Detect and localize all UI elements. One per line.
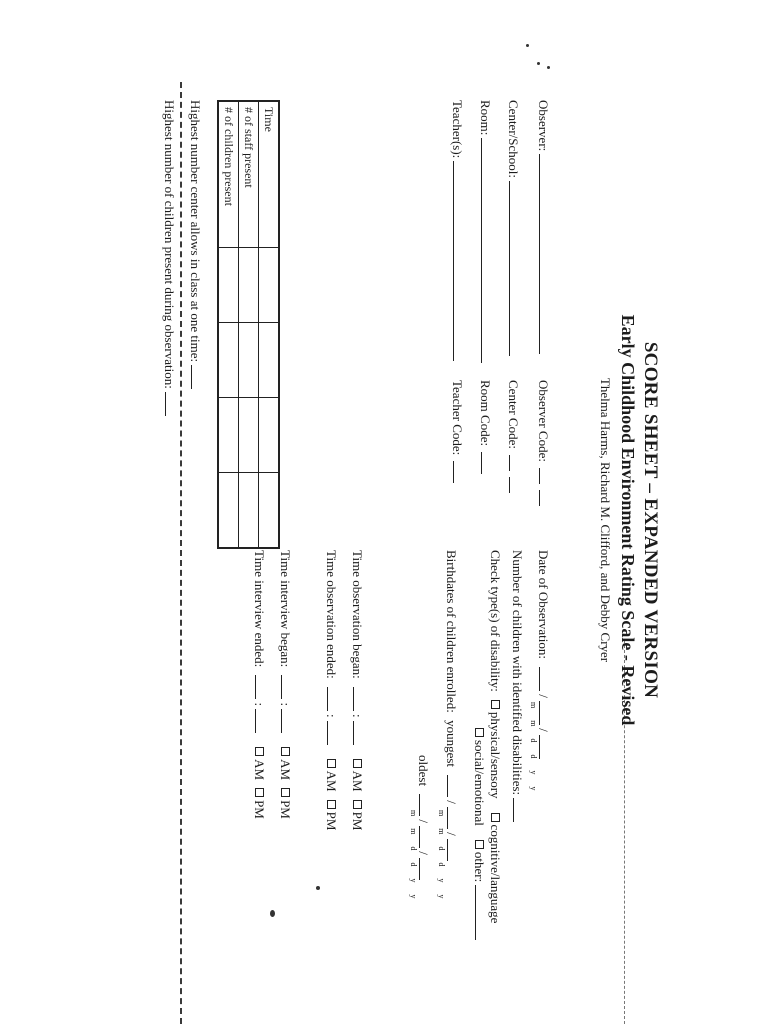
observer-field[interactable] bbox=[539, 154, 550, 354]
disabilities-count-label: Number of children with identified disabilities: bbox=[510, 550, 525, 796]
center-code-label: Center Code: bbox=[506, 380, 521, 449]
table-cell[interactable] bbox=[239, 473, 259, 549]
pm-label: PM bbox=[324, 811, 339, 831]
am-label: AM bbox=[350, 770, 365, 792]
table-cell[interactable] bbox=[239, 248, 259, 323]
room-code-label: Room Code: bbox=[478, 380, 493, 447]
center-school-label: Center/School: bbox=[506, 100, 521, 178]
table-cell[interactable] bbox=[218, 398, 239, 473]
checkbox-obs-ended-pm[interactable] bbox=[327, 800, 336, 809]
table-cell[interactable] bbox=[218, 323, 239, 398]
youngest-month-field[interactable] bbox=[447, 775, 458, 797]
teacher-code-field[interactable] bbox=[453, 461, 464, 483]
checkbox-int-began-am[interactable] bbox=[281, 747, 290, 756]
oldest-year-field[interactable] bbox=[419, 858, 430, 880]
checkbox-obs-began-pm[interactable] bbox=[353, 800, 362, 809]
time-int-began-minute[interactable] bbox=[281, 709, 292, 733]
date-row: Date of Observation: / / bbox=[536, 550, 550, 759]
oldest-month-field[interactable] bbox=[419, 794, 430, 816]
checkbox-cognitive-language[interactable] bbox=[491, 813, 500, 822]
table-cell[interactable] bbox=[259, 473, 280, 549]
table-cell[interactable] bbox=[259, 398, 280, 473]
staff-children-table bbox=[217, 100, 280, 549]
checkbox-social-emotional[interactable] bbox=[475, 728, 484, 737]
am-label: AM bbox=[278, 759, 293, 781]
teacher-code-row bbox=[450, 380, 464, 483]
room-row bbox=[478, 100, 492, 363]
table-row bbox=[239, 101, 259, 548]
date-label: Date of Observation: bbox=[536, 550, 551, 660]
time-int-began-row: Time interview began: :AMPM bbox=[278, 550, 293, 819]
capacity-present-field[interactable] bbox=[165, 392, 176, 416]
time-obs-began-minute[interactable] bbox=[353, 721, 364, 745]
table-row bbox=[218, 101, 239, 548]
observer-row bbox=[536, 100, 550, 354]
date-month-field[interactable] bbox=[539, 667, 550, 691]
room-field[interactable] bbox=[481, 138, 492, 363]
disability-type-label: Check type(s) of disability: bbox=[488, 550, 503, 692]
pm-label: PM bbox=[278, 800, 293, 819]
score-sheet-form bbox=[150, 50, 670, 990]
center-code-field[interactable] bbox=[509, 477, 520, 493]
option-social-emotional: social/emotional bbox=[472, 740, 487, 826]
checkbox-obs-began-am[interactable] bbox=[353, 759, 362, 768]
observer-code-label: Observer Code: bbox=[536, 380, 551, 462]
disabilities-count-row bbox=[510, 550, 524, 822]
row-label-staff: # of staff present bbox=[239, 101, 259, 248]
time-int-ended-hour[interactable] bbox=[255, 675, 266, 699]
disability-type-row bbox=[488, 550, 502, 923]
date-format-hint: m m d d y y bbox=[529, 702, 538, 796]
time-obs-began-row: Time observation began: :AMPM bbox=[350, 550, 365, 831]
checkbox-physical-sensory[interactable] bbox=[491, 700, 500, 709]
option-cognitive-language: cognitive/language bbox=[488, 824, 503, 924]
time-obs-ended-hour[interactable] bbox=[327, 687, 338, 711]
oldest-day-field[interactable] bbox=[419, 826, 430, 848]
capacity-allowed-row bbox=[188, 100, 202, 389]
youngest-format-hint: m m d d y y bbox=[437, 810, 446, 904]
row-label-children: # of children present bbox=[218, 101, 239, 248]
pm-label: PM bbox=[350, 811, 365, 831]
time-obs-began-hour[interactable] bbox=[353, 687, 364, 711]
room-label: Room: bbox=[478, 100, 493, 136]
observer-code-row bbox=[536, 380, 550, 506]
center-code-field[interactable] bbox=[509, 455, 520, 471]
time-int-began-label: Time interview began: bbox=[278, 550, 293, 668]
oldest-format-hint: m m d d y y bbox=[409, 810, 418, 904]
time-obs-ended-minute[interactable] bbox=[327, 721, 338, 745]
capacity-allowed-field[interactable] bbox=[191, 365, 202, 389]
table-cell[interactable] bbox=[239, 398, 259, 473]
scan-speck bbox=[526, 44, 529, 47]
teachers-row bbox=[450, 100, 464, 361]
teacher-code-label: Teacher Code: bbox=[450, 380, 465, 456]
birthdates-label: Birthdates of children enrolled: bbox=[444, 550, 459, 713]
pm-label: PM bbox=[252, 800, 267, 819]
checkbox-other[interactable] bbox=[475, 840, 484, 849]
table-cell[interactable] bbox=[259, 323, 280, 398]
table-cell[interactable] bbox=[218, 248, 239, 323]
checkbox-int-ended-am[interactable] bbox=[255, 747, 264, 756]
time-int-ended-label: Time interview ended: bbox=[252, 550, 267, 668]
am-label: AM bbox=[252, 759, 267, 781]
birthdates-youngest-row: Birthdates of children enrolled: youngest / / bbox=[444, 550, 458, 861]
oldest-label: oldest bbox=[416, 755, 431, 787]
time-obs-ended-row: Time observation ended: :AMPM bbox=[324, 550, 339, 831]
birthdates-oldest-row: oldest / / bbox=[416, 755, 430, 880]
date-year-field[interactable] bbox=[539, 735, 550, 759]
room-code-row bbox=[478, 380, 492, 474]
capacity-allowed-label: Highest number center allows in class at one time: bbox=[188, 100, 203, 363]
table-cell[interactable] bbox=[259, 248, 280, 323]
form-authors: Thelma Harms, Richard M. Clifford, and Debby Cryer bbox=[598, 377, 613, 663]
youngest-year-field[interactable] bbox=[447, 839, 458, 861]
observer-label: Observer: bbox=[536, 100, 551, 152]
table-cell[interactable] bbox=[218, 473, 239, 549]
youngest-day-field[interactable] bbox=[447, 807, 458, 829]
disabilities-count-field[interactable] bbox=[513, 798, 524, 822]
am-label: AM bbox=[324, 770, 339, 792]
date-day-field[interactable] bbox=[539, 701, 550, 725]
center-code-row bbox=[506, 380, 520, 493]
other-disability-field[interactable] bbox=[475, 885, 486, 940]
option-physical-sensory: physical/sensory bbox=[488, 711, 503, 799]
observer-code-field[interactable] bbox=[539, 490, 550, 506]
time-int-ended-minute[interactable] bbox=[255, 709, 266, 733]
teachers-field[interactable] bbox=[453, 161, 464, 361]
center-school-field[interactable] bbox=[509, 181, 520, 356]
time-int-began-hour[interactable] bbox=[281, 675, 292, 699]
center-school-row bbox=[506, 100, 520, 356]
form-title: SCORE SHEET – EXPANDED VERSION bbox=[640, 341, 661, 699]
teachers-label: Teacher(s): bbox=[450, 100, 465, 159]
table-row bbox=[259, 101, 280, 548]
capacity-present-row bbox=[162, 100, 176, 416]
row-label-time: Time bbox=[259, 101, 280, 248]
option-other: other: bbox=[472, 851, 487, 883]
observer-code-field[interactable] bbox=[539, 468, 550, 484]
room-code-field[interactable] bbox=[481, 452, 492, 474]
disability-type-row-2 bbox=[472, 720, 486, 940]
form-subtitle: Early Childhood Environment Rating Scale - Revised bbox=[618, 314, 638, 726]
time-obs-began-label: Time observation began: bbox=[350, 550, 365, 679]
checkbox-int-began-pm[interactable] bbox=[281, 788, 290, 797]
checkbox-int-ended-pm[interactable] bbox=[255, 788, 264, 797]
table-cell[interactable] bbox=[239, 323, 259, 398]
checkbox-obs-ended-am[interactable] bbox=[327, 759, 336, 768]
capacity-present-label: Highest number of children present during observation: bbox=[162, 100, 177, 389]
time-obs-ended-label: Time observation ended: bbox=[324, 550, 339, 679]
time-int-ended-row: Time interview ended: :AMPM bbox=[252, 550, 267, 819]
youngest-label: youngest bbox=[444, 720, 459, 768]
